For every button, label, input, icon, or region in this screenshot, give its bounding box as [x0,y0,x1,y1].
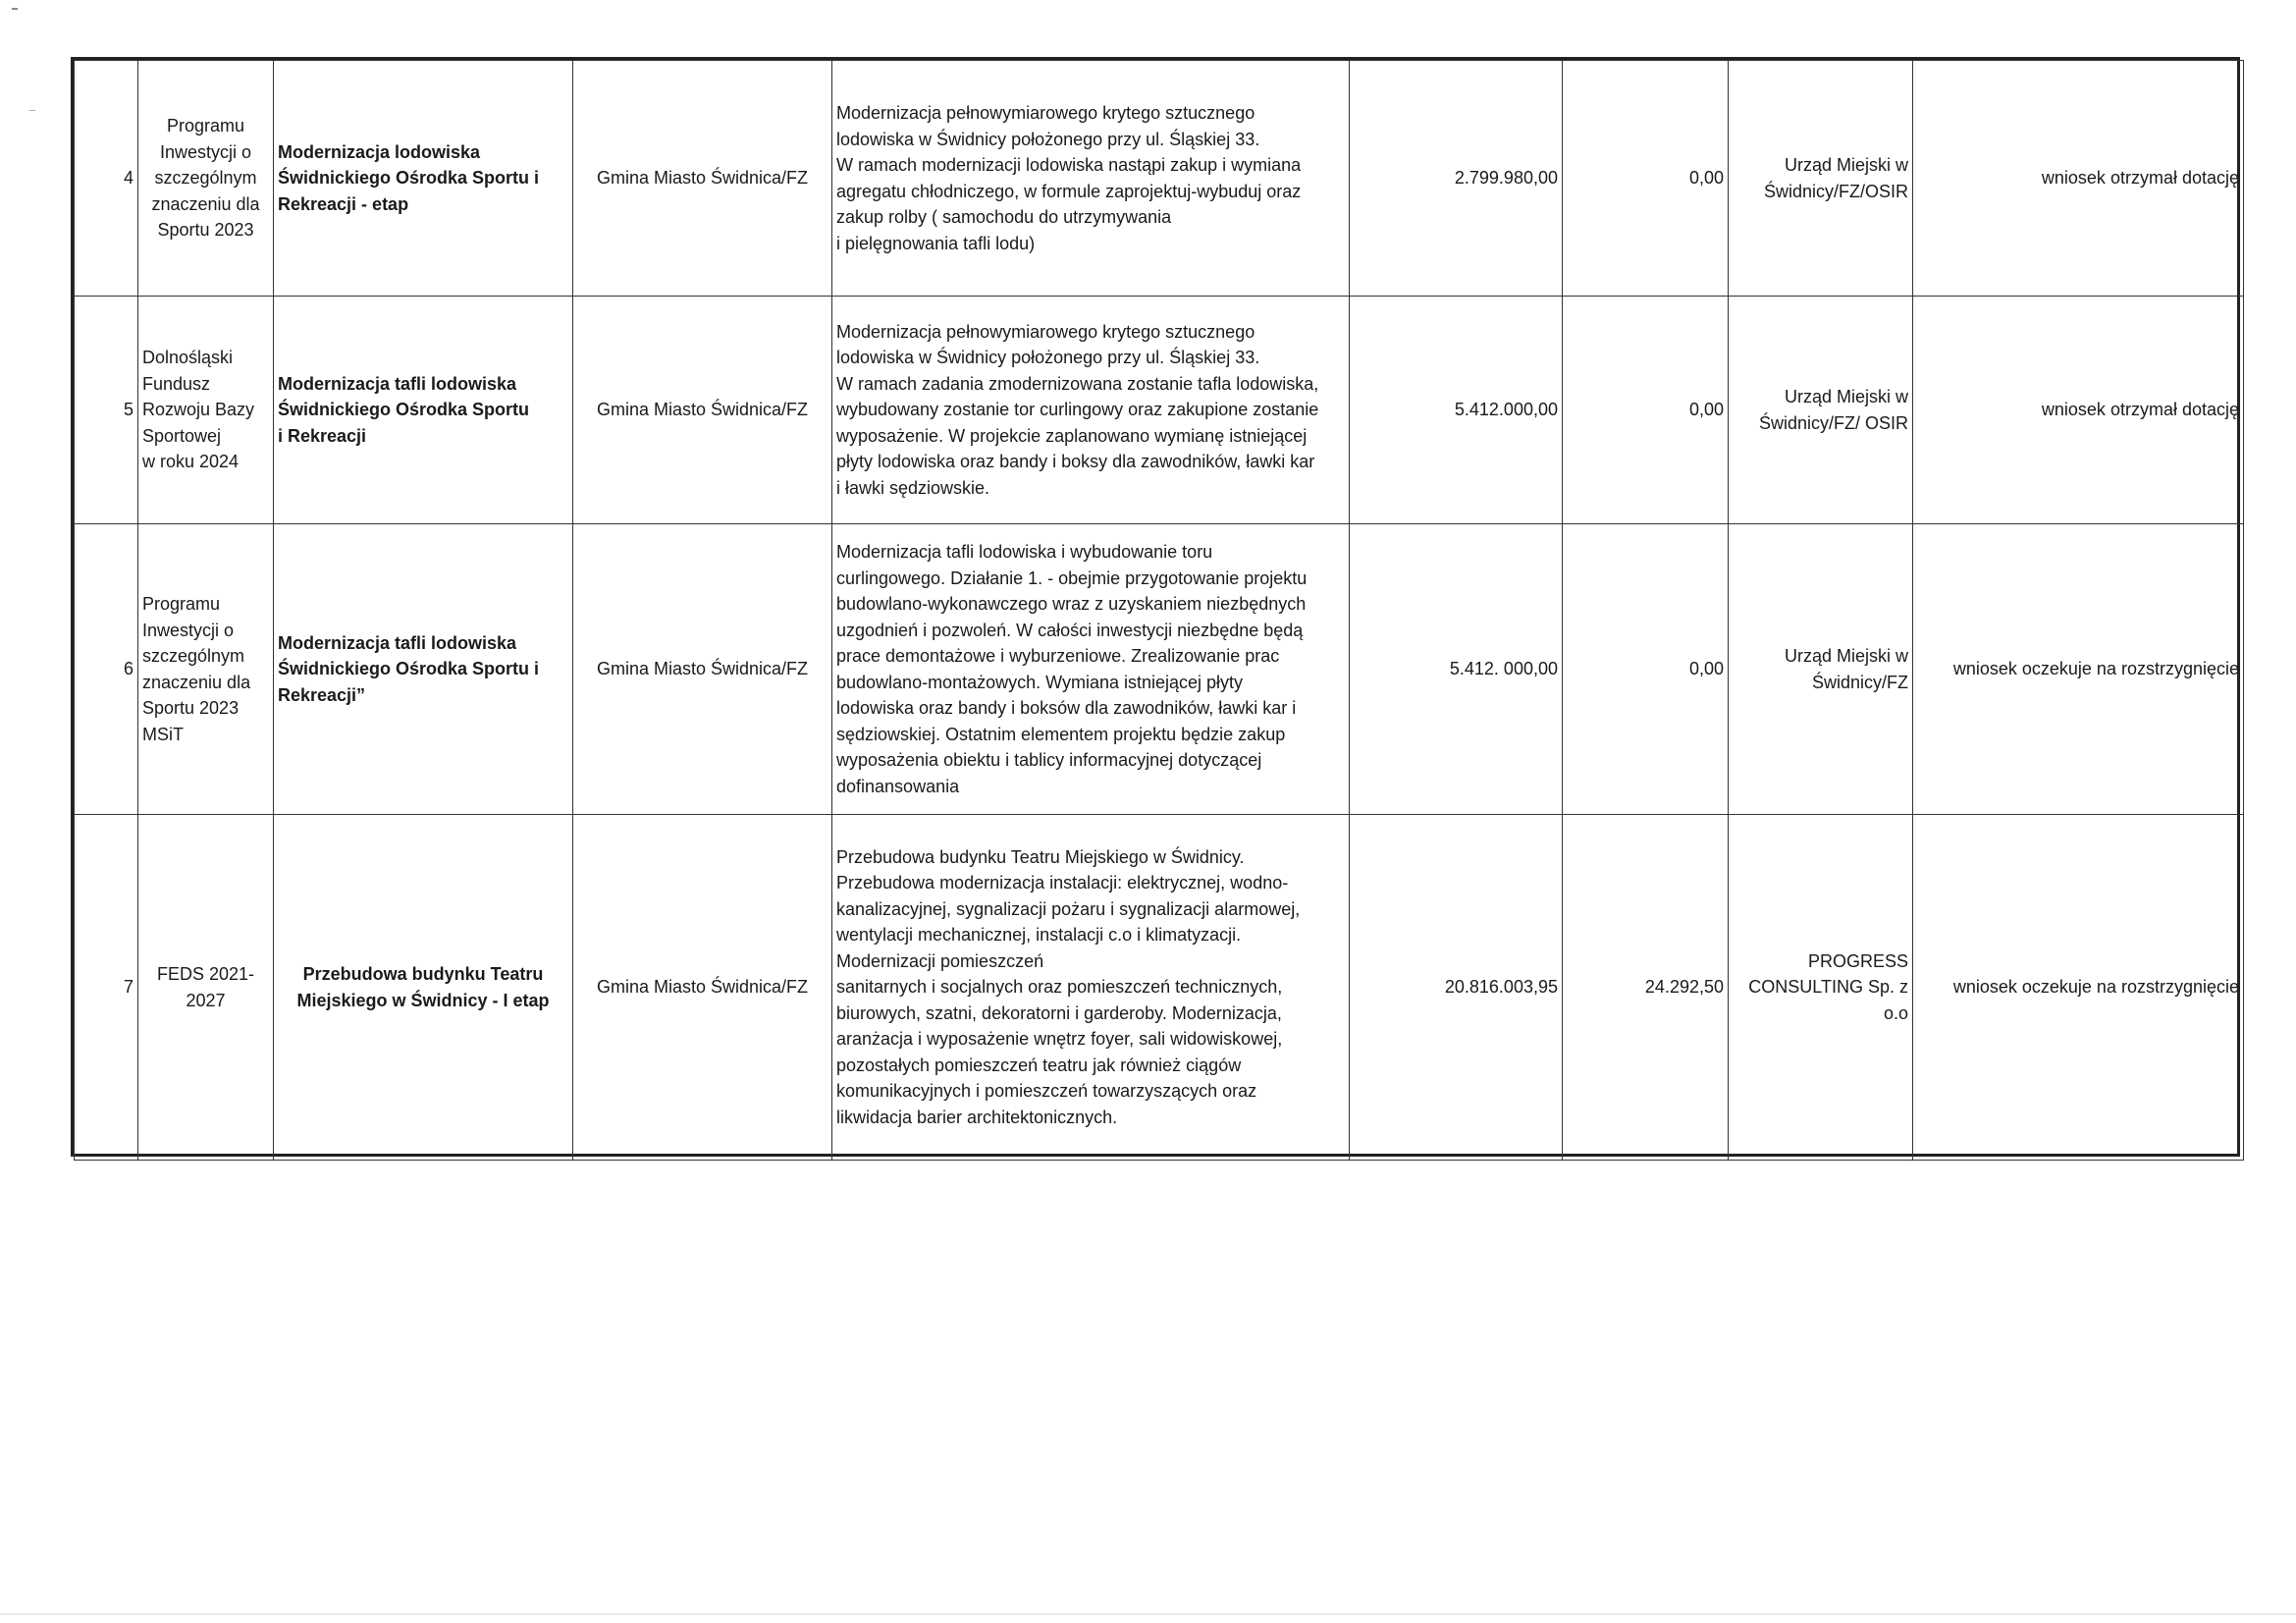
description-line: i ławki sędziowskie. [836,477,990,498]
project-name-line: Modernizacja lodowiska [278,141,481,162]
program-line: Programu [142,594,221,614]
description-line: sędziowskiej. Ostatnim elementem projektu będzie zakup [836,724,1286,744]
amount2-cell: 0,00 [1563,297,1729,524]
description-line: pozostałych pomieszczeń teatru jak również ciągów [836,1055,1242,1075]
program-line: Fundusz [142,373,211,394]
project-name-line: Przebudowa budynku Teatru [302,964,544,984]
amount-cell: 2.799.980,00 [1350,61,1563,297]
project-name-line: Miejskiego w Świdnicy - I etap [296,990,550,1010]
program-line: 2027 [186,990,226,1010]
description-line: płyty lodowiska oraz bandy i boksy dla zawodników, ławki kar [836,452,1315,472]
description-line: zakup rolby ( samochodu do utrzymywania [836,207,1172,227]
description-line: budowlano-wykonawczego wraz z uzyskaniem niezbędnych [836,594,1307,614]
page-mark [12,8,18,10]
project-name-line: Modernizacja tafli lodowiska [278,632,517,653]
projects-table [71,57,2240,1157]
description-cell [832,61,1350,297]
program-line: szczególnym [154,168,257,189]
program-line: znaczeniu dla [142,672,251,692]
project-name-cell [274,297,573,524]
description-line: agregatu chłodniczego, w formule zaprojektuj-wybuduj oraz [836,181,1302,201]
table-row [75,61,2244,297]
applicant-cell: Gmina Miasto Świdnica/FZ [573,297,832,524]
description-line: Modernizacja pełnowymiarowego krytego sztucznego [836,103,1255,123]
description-line: wyposażenie. W projekcie zaplanowano wymianę istniejącej [836,425,1308,446]
owner-line: Świdnicy/FZ/OSIR [1763,181,1908,201]
amount2-cell: 24.292,50 [1563,815,1729,1161]
applicant-cell: Gmina Miasto Świdnica/FZ [573,61,832,297]
project-name-line: Świdnickiego Ośrodka Sportu i [278,659,540,679]
status-cell: wniosek oczekuje na rozstrzygnięcie [1913,815,2244,1161]
status-cell: wniosek otrzymał dotację [1913,61,2244,297]
description-line: wyposażenia obiektu i tablicy informacyjnej dotyczącej [836,750,1262,770]
amount-cell: 5.412. 000,00 [1350,524,1563,815]
project-name-line: Świdnickiego Ośrodka Sportu i [278,168,540,189]
amount2-cell: 0,00 [1563,524,1729,815]
owner-line: Świdnicy/FZ/ OSIR [1758,412,1908,433]
project-name-line: Świdnickiego Ośrodka Sportu [278,400,530,420]
owner-cell [1729,524,1913,815]
project-name-line: Rekreacji” [278,684,366,705]
program-line: FEDS 2021- [156,964,255,984]
project-name-line: Modernizacja tafli lodowiska [278,373,517,394]
row-number: 4 [75,61,138,297]
description-line: Modernizacji pomieszczeń [836,950,1044,971]
amount2-cell: 0,00 [1563,61,1729,297]
description-line: prace demontażowe i wyburzeniowe. Zrealizowanie prac [836,646,1280,666]
owner-line: Urząd Miejski w [1784,155,1908,175]
description-cell [832,524,1350,815]
program-cell [138,61,274,297]
program-line: znaczeniu dla [151,193,260,214]
status-cell: wniosek oczekuje na rozstrzygnięcie [1913,524,2244,815]
program-line: Inwestycji o [159,141,252,162]
description-line: Przebudowa budynku Teatru Miejskiego w Świdnicy. [836,846,1245,867]
project-name-line: Rekreacji - etap [278,193,409,214]
program-cell [138,524,274,815]
description-line: biurowych, szatni, dekoratorni i garderoby. Modernizacja, [836,1002,1282,1023]
description-line: likwidacja barier architektonicznych. [836,1107,1118,1127]
description-line: lodowiska w Świdnicy położonego przy ul. Śląskiej 33. [836,348,1260,368]
description-line: wybudowany zostanie tor curlingowy oraz zakupione zostanie [836,400,1319,420]
owner-line: CONSULTING Sp. z [1748,977,1908,998]
program-line: szczególnym [142,646,245,666]
description-line: W ramach zadania zmodernizowana zostanie tafla lodowiska, [836,373,1319,394]
description-line: lodowiska w Świdnicy położonego przy ul. Śląskiej 33. [836,129,1260,149]
description-line: i pielęgnowania tafli lodu) [836,233,1036,253]
description-line: lodowiska oraz bandy i boksów dla zawodników, ławki kar i [836,698,1297,718]
owner-line: Urząd Miejski w [1784,387,1908,406]
program-cell [138,815,274,1161]
owner-line: o.o [1883,1002,1908,1023]
project-name-line: i Rekreacji [278,425,367,446]
description-line: Modernizacja tafli lodowiska i wybudowanie toru [836,542,1213,562]
description-line: wentylacji mechanicznej, instalacji c.o i klimatyzacji. [836,925,1242,946]
program-line: Sportowej [142,425,222,446]
description-line: sanitarnych i socjalnych oraz pomieszczeń technicznych, [836,977,1283,998]
description-line: dofinansowania [836,776,960,796]
description-line: komunikacyjnych i pomieszczeń towarzyszących oraz [836,1081,1257,1102]
project-name-cell [274,61,573,297]
owner-line: PROGRESS [1807,950,1908,971]
description-line: aranżacja i wyposażenie wnętrz foyer, sali widowiskowej, [836,1029,1283,1050]
owner-cell [1729,61,1913,297]
project-name-cell [274,815,573,1161]
amount-cell: 20.816.003,95 [1350,815,1563,1161]
owner-line: Urząd Miejski w [1784,646,1908,666]
description-line: budowlano-montażowych. Wymiana istniejącej płyty [836,672,1244,692]
program-line: Dolnośląski [142,348,234,368]
owner-cell [1729,815,1913,1161]
table-row [75,815,2244,1161]
program-line: Sportu 2023 [142,698,240,718]
applicant-cell: Gmina Miasto Świdnica/FZ [573,815,832,1161]
owner-line: Świdnicy/FZ [1811,672,1908,692]
project-name-cell [274,524,573,815]
program-line: MSiT [142,724,184,744]
program-line: Sportu 2023 [157,220,254,241]
description-line: Przebudowa modernizacja instalacji: elektrycznej, wodno- [836,873,1289,893]
status-cell: wniosek otrzymał dotację [1913,297,2244,524]
row-number: 7 [75,815,138,1161]
table-row [75,297,2244,524]
description-line: Modernizacja pełnowymiarowego krytego sztucznego [836,321,1255,342]
program-line: Inwestycji o [142,620,235,640]
description-line: W ramach modernizacji lodowiska nastąpi zakup i wymiana [836,155,1302,175]
program-line: Rozwoju Bazy [142,400,255,420]
row-number: 5 [75,297,138,524]
scan-edge-line [0,1613,2296,1615]
applicant-cell: Gmina Miasto Świdnica/FZ [573,524,832,815]
description-line: kanalizacyjnej, sygnalizacji pożaru i sygnalizacji alarmowej, [836,898,1301,919]
amount-cell: 5.412.000,00 [1350,297,1563,524]
row-number: 6 [75,524,138,815]
program-cell [138,297,274,524]
owner-cell [1729,297,1913,524]
projects-grid [74,60,2244,1161]
description-cell [832,297,1350,524]
program-line: w roku 2024 [142,452,240,472]
table-body [75,61,2244,1161]
margin-mark [29,110,35,111]
description-line: uzgodnień i pozwoleń. W całości inwestycji niezbędne będą [836,620,1304,640]
description-cell [832,815,1350,1161]
description-line: curlingowego. Działanie 1. - obejmie przygotowanie projektu [836,568,1308,588]
program-line: Programu [166,116,245,136]
table-row [75,524,2244,815]
